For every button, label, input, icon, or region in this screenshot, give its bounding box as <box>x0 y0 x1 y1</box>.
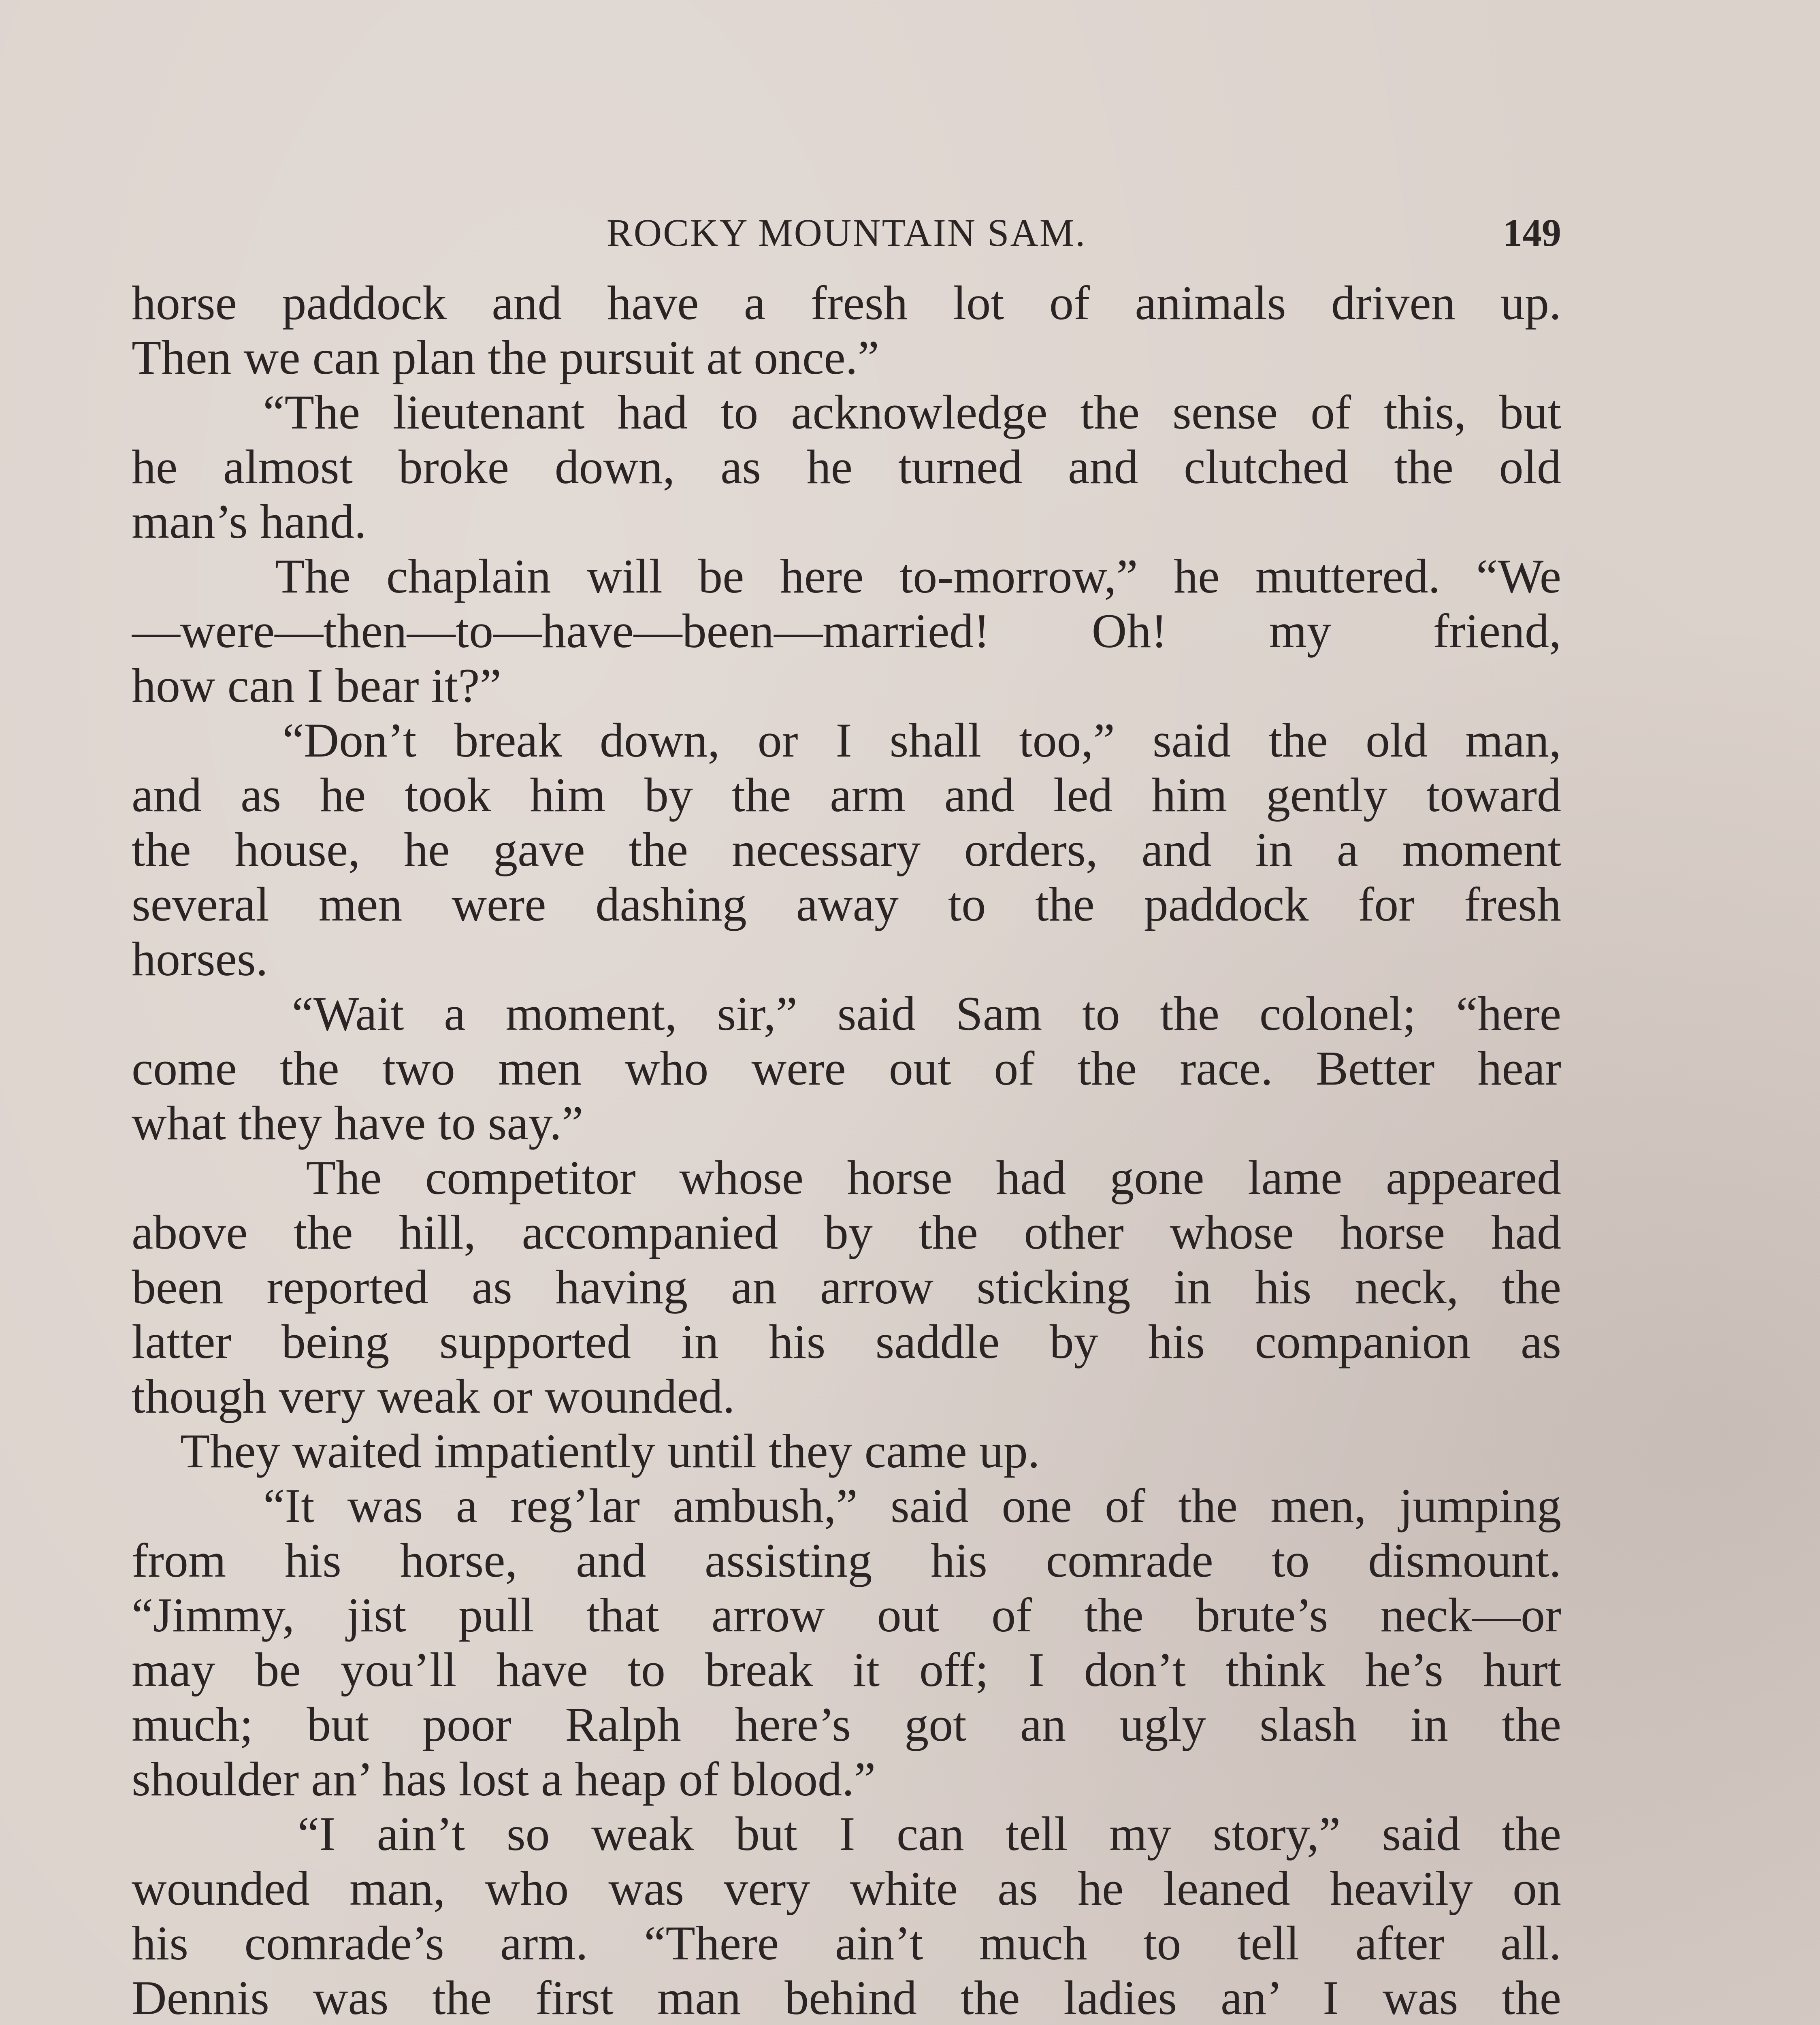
text-line: “I ain’t so weak but I can tell my story,” said the <box>132 1807 1561 1861</box>
page-number: 149 <box>1503 211 1561 254</box>
body-text <box>132 275 1561 2025</box>
text-line: and as he took him by the arm and led him gently toward <box>132 768 1561 822</box>
text-line: They waited impatiently until they came up. <box>132 1424 1040 1478</box>
text-line: “It was a reg’lar ambush,” said one of the men, jumping <box>132 1479 1561 1533</box>
text-line: horses. <box>132 932 268 986</box>
text-line: “Wait a moment, sir,” said Sam to the colonel; “here <box>132 987 1561 1040</box>
text-line: the house, he gave the necessary orders, and in a moment <box>132 823 1561 876</box>
text-line: man’s hand. <box>132 495 367 548</box>
text-line: though very weak or wounded. <box>132 1369 735 1423</box>
text-line: latter being supported in his saddle by his companion as <box>132 1315 1561 1368</box>
text-line: come the two men who were out of the race. Better hear <box>132 1041 1561 1095</box>
text-line: horse paddock and have a fresh lot of animals driven up. <box>132 276 1561 330</box>
running-head <box>132 202 1561 267</box>
text-line: —were—then—to—have—been—married! Oh! my friend, <box>132 604 1561 658</box>
text-line: The chaplain will be here to-morrow,” he muttered. “We <box>132 549 1561 603</box>
text-line: he almost broke down, as he turned and clutched the old <box>132 440 1561 494</box>
text-line: Dennis was the first man behind the ladies an’ I was the <box>132 1971 1561 2025</box>
text-line: his comrade’s arm. “There ain’t much to tell after all. <box>132 1916 1561 1970</box>
text-line: wounded man, who was very white as he leaned heavily on <box>132 1861 1561 1915</box>
text-line: what they have to say.” <box>132 1096 584 1150</box>
text-line: “Jimmy, jist pull that arrow out of the brute’s neck—or <box>132 1588 1561 1642</box>
text-line: “The lieutenant had to acknowledge the sense of this, but <box>132 385 1561 439</box>
text-line: several men were dashing away to the paddock for fresh <box>132 877 1561 931</box>
running-title: ROCKY MOUNTAIN SAM. <box>606 211 1087 254</box>
text-line: how can I bear it?” <box>132 659 501 712</box>
text-line: The competitor whose horse had gone lame appeared <box>132 1151 1561 1204</box>
text-line: may be you’ll have to break it off; I don’t think he’s hurt <box>132 1643 1561 1697</box>
text-line: “Don’t break down, or I shall too,” said the old man, <box>132 713 1561 767</box>
text-line: shoulder an’ has lost a heap of blood.” <box>132 1752 876 1806</box>
text-line: above the hill, accompanied by the other whose horse had <box>132 1205 1561 1259</box>
text-line: from his horse, and assisting his comrade to dismount. <box>132 1533 1561 1587</box>
text-line: much; but poor Ralph here’s got an ugly slash in the <box>132 1697 1561 1751</box>
text-line: Then we can plan the pursuit at once.” <box>132 330 879 384</box>
book-page <box>132 202 1561 2025</box>
text-line: been reported as having an arrow sticking in his neck, the <box>132 1260 1561 1314</box>
